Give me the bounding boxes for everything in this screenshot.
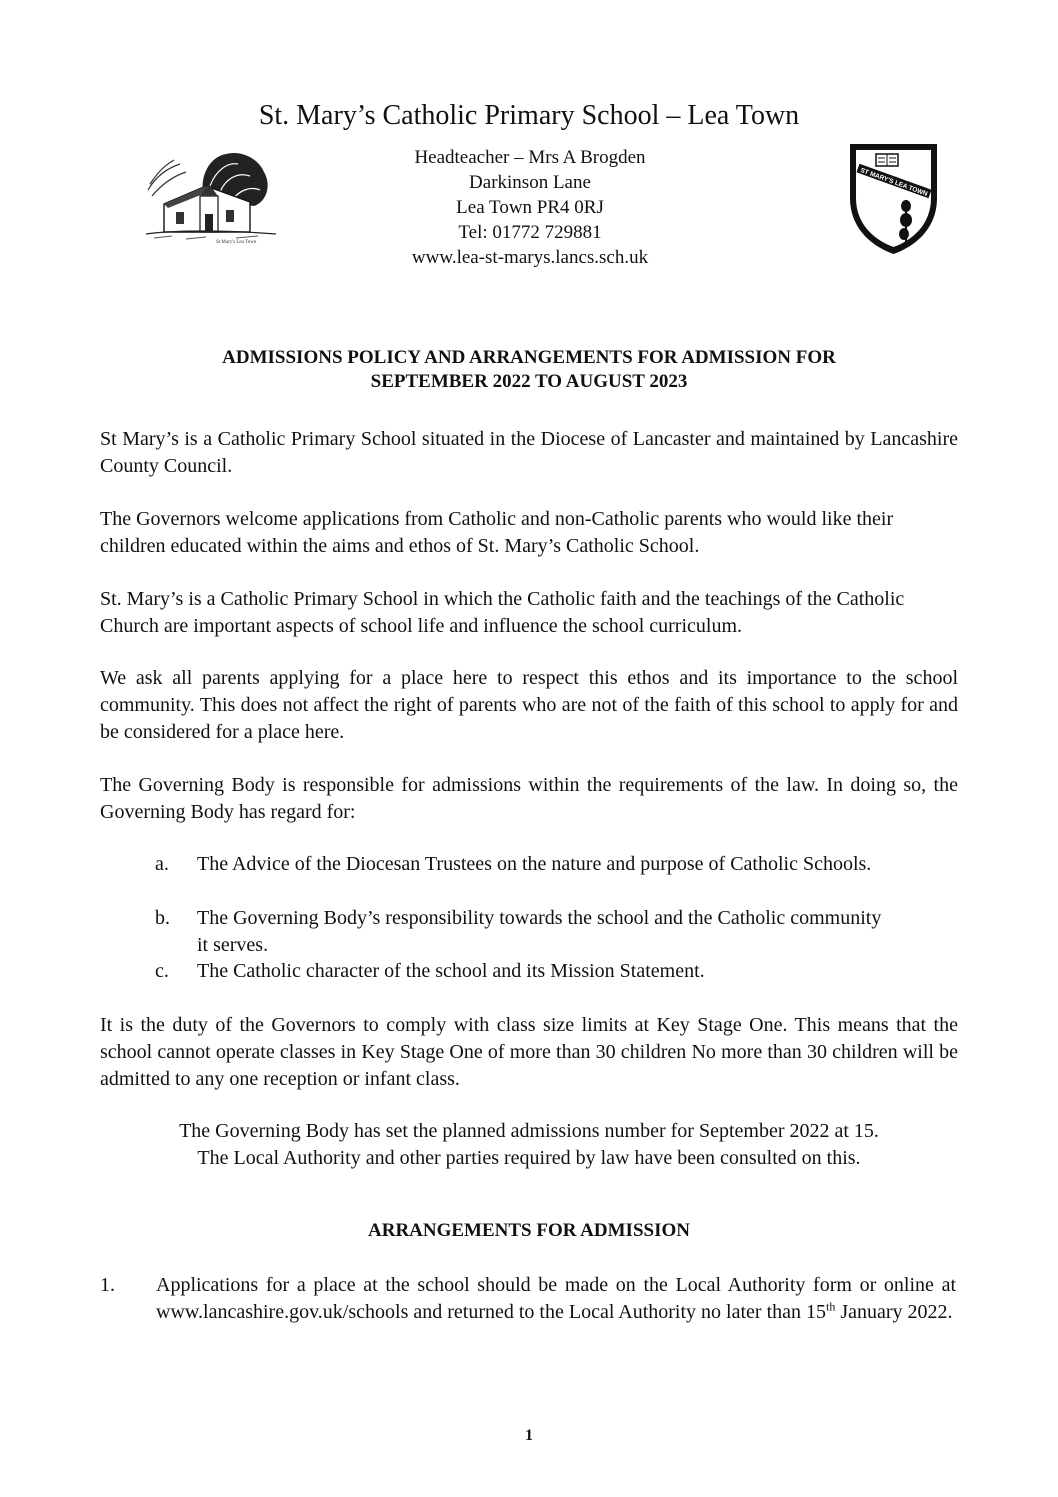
school-name: St. Mary’s Catholic Primary School – Lea Town (258, 100, 800, 131)
list-item (155, 851, 958, 905)
policy-title (100, 346, 958, 394)
admission-text-end: January 2022. (835, 1301, 953, 1323)
list-marker: 1. (100, 1274, 115, 1296)
list-item (155, 958, 958, 985)
admission-text-main: Applications for a place at the school should be made on the Local Authority form or online at www.lancashire.gov.uk/schools and returned to the Local Authority no later than 15 (156, 1274, 956, 1323)
page-number: 1 (525, 1427, 533, 1444)
ordinal-suffix: th (826, 1299, 836, 1314)
sketch-caption: St Mary's Lea Town (216, 240, 257, 244)
class-size-paragraph: It is the duty of the Governors to comply with class size limits at Key Stage One. This means that the school cannot operate classes in Key Stage One of more than 30 children No more than 30 children will be admitted to any one reception or infant class. (100, 1014, 958, 1090)
list-item (155, 905, 958, 959)
list-item-text: The Governing Body’s responsibility towards the school and the Catholic community it serves. (197, 907, 882, 956)
address-town: Lea Town PR4 0RJ (456, 197, 604, 218)
website-link[interactable]: www.lea-st-marys.lancs.sch.uk (411, 247, 649, 268)
list-marker: a. (155, 853, 169, 875)
pan-statement (100, 1118, 958, 1172)
church-sketch-image (146, 146, 276, 244)
intro-paragraph: St Mary’s is a Catholic Primary School situated in the Diocese of Lancaster and maintained by Lancashire County Council. (100, 428, 958, 477)
pan-statement-line-1: The Governing Body has set the planned admissions number for September 2022 at 15. (179, 1120, 879, 1142)
catholic-faith-paragraph: St. Mary’s is a Catholic Primary School in which the Catholic faith and the teachings of the Catholic Church are important aspects of school life and influence the school curriculum. (100, 588, 905, 637)
headteacher-line: Headteacher – Mrs A Brogden (414, 147, 646, 168)
list-item-text: The Catholic character of the school and its Mission Statement. (197, 960, 705, 982)
crest-text: ST MARY'S LEA TOWN (859, 167, 929, 198)
list-item-text: The Advice of the Diocesan Trustees on the nature and purpose of Catholic Schools. (197, 853, 872, 875)
address-street: Darkinson Lane (469, 172, 591, 193)
pan-statement-line-2: The Local Authority and other parties required by law have been consulted on this. (197, 1147, 861, 1169)
policy-title-line-1: ADMISSIONS POLICY AND ARRANGEMENTS FOR ADMISSION FOR (222, 347, 836, 368)
section-heading: ARRANGEMENTS FOR ADMISSION (368, 1220, 690, 1241)
ethos-paragraph: We ask all parents applying for a place here to respect this ethos and its importance to the school community. This does not affect the right of parents who are not of the faith of this school to apply for and be considered for a place here. (100, 667, 958, 743)
admission-item-text (156, 1272, 956, 1326)
governing-body-paragraph: The Governing Body is responsible for admissions within the requirements of the law. In doing so, the Governing Body has regard for: (100, 774, 958, 823)
school-crest-logo (846, 138, 941, 258)
policy-title-line-2: SEPTEMBER 2022 TO AUGUST 2023 (370, 371, 688, 392)
telephone: Tel: 01772 729881 (458, 222, 602, 243)
governors-welcome-paragraph: The Governors welcome applications from Catholic and non-Catholic parents who would like their children educated within the aims and ethos of St. Mary’s Catholic School. (100, 508, 894, 557)
list-marker: b. (155, 907, 170, 929)
list-marker: c. (155, 960, 169, 982)
contact-block (300, 145, 760, 270)
